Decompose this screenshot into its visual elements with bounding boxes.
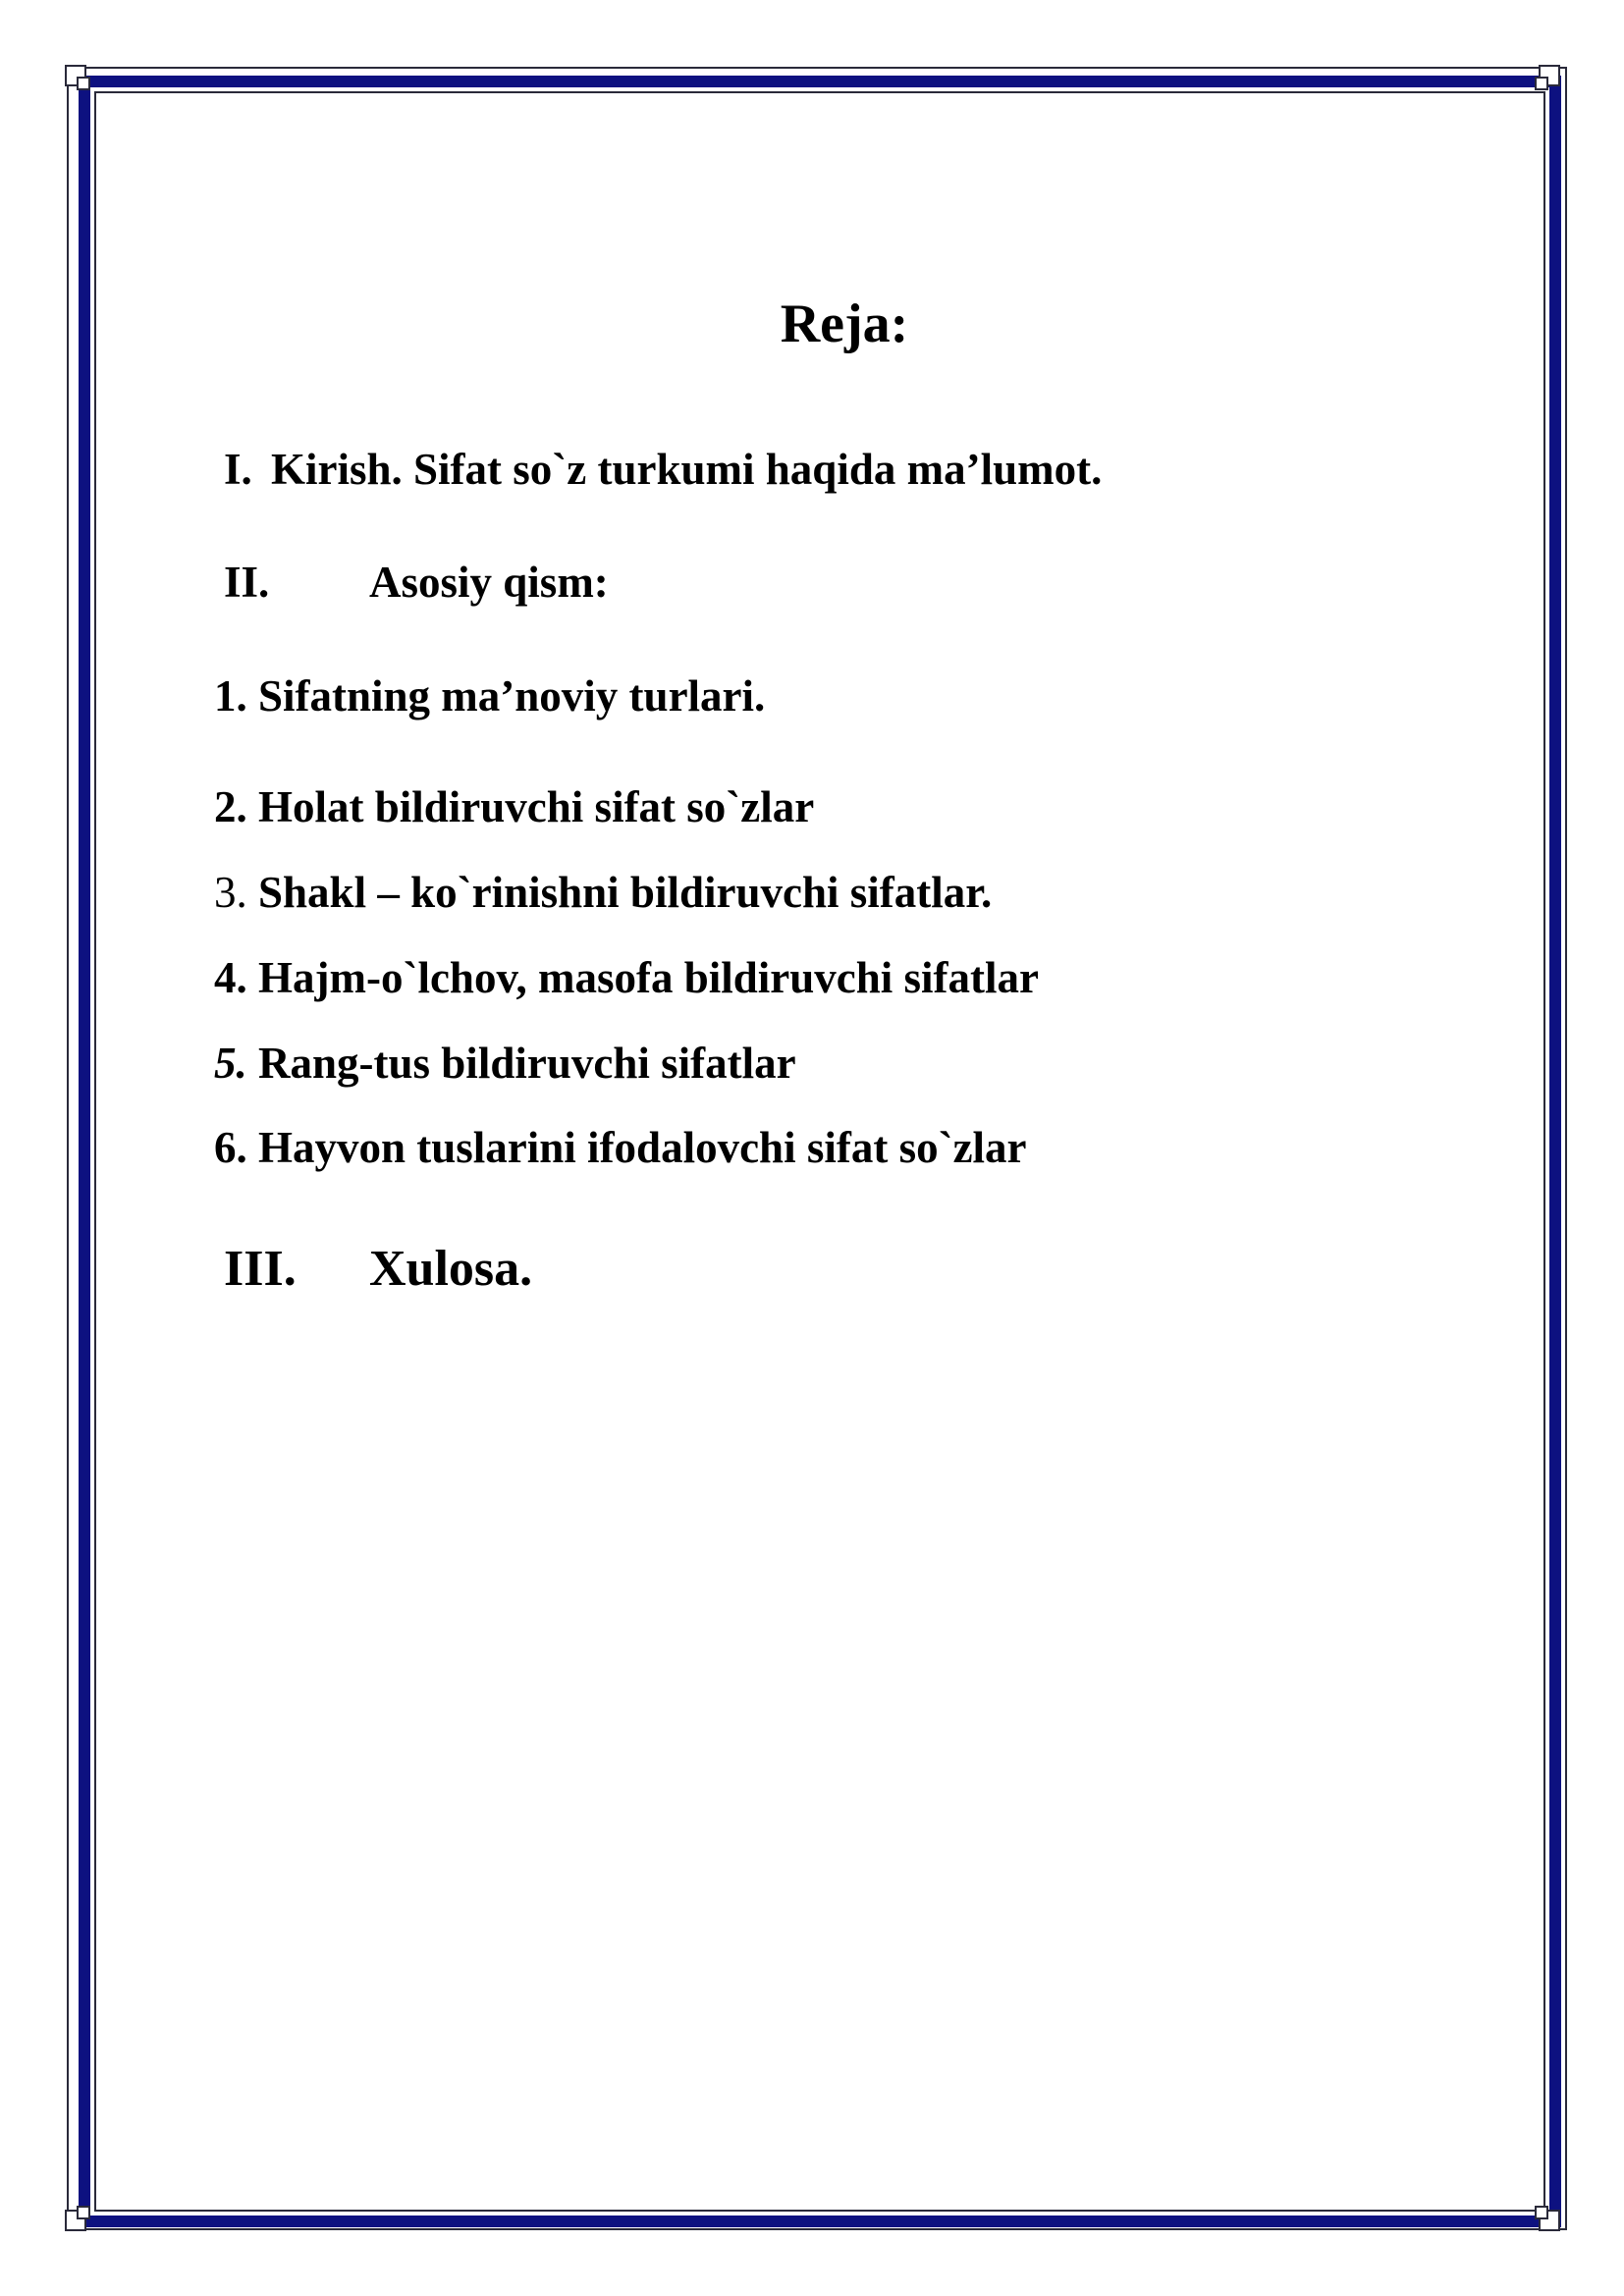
list-item-text: Holat bildiruvchi sifat so`zlar [258, 782, 815, 831]
list-item [214, 867, 992, 918]
section-conclusion-text: Xulosa. [369, 1241, 533, 1297]
list-item-text: Rang-tus bildiruvchi sifatlar [258, 1039, 796, 1088]
list-item-number: 1. [214, 671, 247, 721]
section-main [224, 557, 609, 608]
list-item-text: Hayvon tuslarini ifodalovchi sifat so`zlar [258, 1123, 1027, 1172]
corner-ornament-top-left [65, 65, 98, 98]
list-item-number: 4. [214, 953, 247, 1002]
corner-ornament-bottom-left [65, 2198, 98, 2231]
page-title: Reja: [780, 294, 909, 354]
corner-ornament-top-right [1527, 65, 1560, 98]
list-item-number: 5. [214, 1039, 247, 1088]
list-item-text: Shakl – ko`rinishni bildiruvchi sifatlar. [258, 868, 993, 917]
corner-ornament-bottom-right [1527, 2198, 1560, 2231]
list-item [214, 952, 1039, 1003]
section-intro [224, 444, 1102, 495]
list-item-number: 6. [214, 1123, 247, 1172]
section-main-numeral: II. [224, 558, 270, 607]
section-intro-numeral: I. [224, 445, 252, 494]
section-intro-text: Kirish. Sifat so`z turkumi haqida ma’lumot. [271, 445, 1103, 494]
section-main-text: Asosiy qism: [369, 558, 609, 607]
list-item-text: Sifatning ma’noviy turlari. [258, 671, 766, 721]
list-item-text: Hajm-o`lchov, masofa bildiruvchi sifatlar [258, 953, 1039, 1002]
section-conclusion-numeral: III. [224, 1241, 297, 1297]
list-item-number: 2. [214, 782, 247, 831]
list-item [214, 1122, 1027, 1173]
list-item [214, 1038, 796, 1089]
list-item-number: 3. [214, 868, 247, 917]
section-conclusion [224, 1240, 532, 1299]
list-item [214, 670, 765, 721]
list-item [214, 781, 814, 832]
